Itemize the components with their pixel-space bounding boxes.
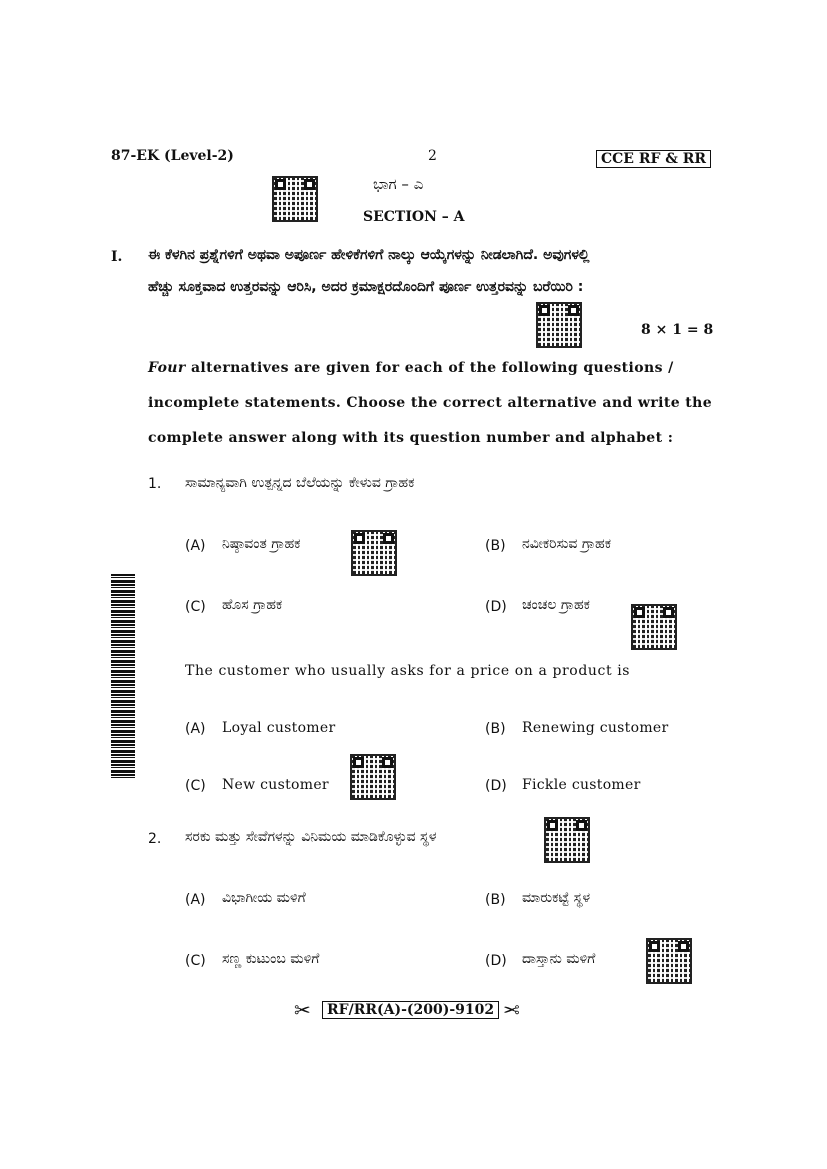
footer-code: RF/RR(A)-(200)-9102 (322, 1001, 499, 1019)
qr-code (544, 817, 590, 863)
option-text-kannada: ಮಾರುಕಟ್ಟೆ ಸ್ಥಳ (522, 890, 591, 906)
option-letter: (B) (485, 892, 506, 908)
question-text-kannada: ಸಾಮಾನ್ಯವಾಗಿ ಉತ್ಪನ್ನದ ಬೆಲೆಯನ್ನು ಕೇಳುವ ಗ್ರಾಹಕ (185, 475, 415, 491)
option-text-kannada: ಹೊಸ ಗ್ರಾಹಕ (222, 597, 283, 613)
section-title: SECTION – A (363, 209, 465, 225)
option-text-kannada: ಸಣ್ಣ ಕುಟುಂಬ ಮಳಿಗೆ (222, 951, 320, 967)
marks-allocation: 8 × 1 = 8 (641, 322, 714, 338)
option-text-english: New customer (222, 777, 329, 793)
option-letter: (D) (485, 953, 507, 969)
option-letter: (C) (185, 599, 206, 615)
paper-code: 87-EK (Level-2) (111, 148, 234, 164)
option-letter: (A) (185, 538, 206, 554)
qr-code (631, 604, 677, 650)
emphasis-word: Four (148, 360, 186, 376)
option-text-kannada: ವಿಭಾಗೀಯ ಮಳಿಗೆ (222, 890, 306, 906)
qr-code (646, 938, 692, 984)
option-letter: (C) (185, 953, 206, 969)
qr-code (351, 530, 397, 576)
instruction-english-line1 (148, 360, 716, 376)
instruction-kannada-line1: ಈ ಕೆಳಗಿನ ಪ್ರಶ್ನೆಗಳಿಗೆ ಅಥವಾ ಅಪೂರ್ಣ ಹೇಳಿಕೆಗಳಿಗೆ ನಾಲ್ಕು ಆಯ್ಕೆಗಳನ್ನು ನೀಡಲಾಗಿದೆ. ಅವುಗಳಲ್ಲಿ (148, 247, 590, 263)
option-text-kannada: ನಿಷ್ಠಾವಂತ ಗ್ರಾಹಕ (222, 536, 301, 552)
option-letter: (D) (485, 778, 507, 794)
question-text-kannada: ಸರಕು ಮತ್ತು ಸೇವೆಗಳನ್ನು ವಿನಿಮಯ ಮಾಡಿಕೊಳ್ಳುವ ಸ್ಥಳ (185, 829, 437, 845)
ornament-icon: ✂ (503, 998, 520, 1022)
instruction-kannada-line2: ಹೆಚ್ಚು ಸೂಕ್ತವಾದ ಉತ್ತರವನ್ನು ಆರಿಸಿ, ಅದರ ಕ್ರಮಾಕ್ಷರದೊಂದಿಗೆ ಪೂರ್ಣ ಉತ್ತರವನ್ನು ಬರೆಯಿರಿ : (148, 279, 584, 295)
qr-code (272, 176, 318, 222)
instruction-english-line2: incomplete statements. Choose the correct alternative and write the (148, 395, 713, 411)
option-letter: (A) (185, 892, 206, 908)
option-letter: (D) (485, 599, 507, 615)
question-number: 1. (148, 476, 162, 492)
option-text-english: Renewing customer (522, 720, 669, 736)
series-badge: CCE RF & RR (596, 150, 711, 168)
qr-code (350, 754, 396, 800)
option-text-kannada: ದಾಸ್ತಾನು ಮಳಿಗೆ (522, 951, 596, 967)
ornament-icon: ✂ (294, 998, 311, 1022)
option-letter: (C) (185, 778, 206, 794)
question-text-english: The customer who usually asks for a price on a product is (185, 663, 631, 679)
instruction-english-line1-text: alternatives are given for each of the following questions / (190, 360, 674, 376)
option-text-kannada: ನವೀಕರಿಸುವ ಗ್ರಾಹಕ (522, 536, 611, 552)
option-text-english: Fickle customer (522, 777, 641, 793)
option-letter: (B) (485, 721, 506, 737)
option-text-english: Loyal customer (222, 720, 336, 736)
qr-code (536, 302, 582, 348)
barcode (111, 574, 135, 778)
page-number: 2 (428, 148, 437, 164)
question-number: 2. (148, 831, 162, 847)
option-text-kannada: ಚಂಚಲ ಗ್ರಾಹಕ (522, 597, 590, 613)
section-number: I. (111, 249, 123, 265)
section-title-kannada: ಭಾಗ – ಎ (373, 175, 424, 193)
instruction-english-line3: complete answer along with its question number and alphabet : (148, 430, 674, 446)
option-letter: (A) (185, 721, 206, 737)
option-letter: (B) (485, 538, 506, 554)
